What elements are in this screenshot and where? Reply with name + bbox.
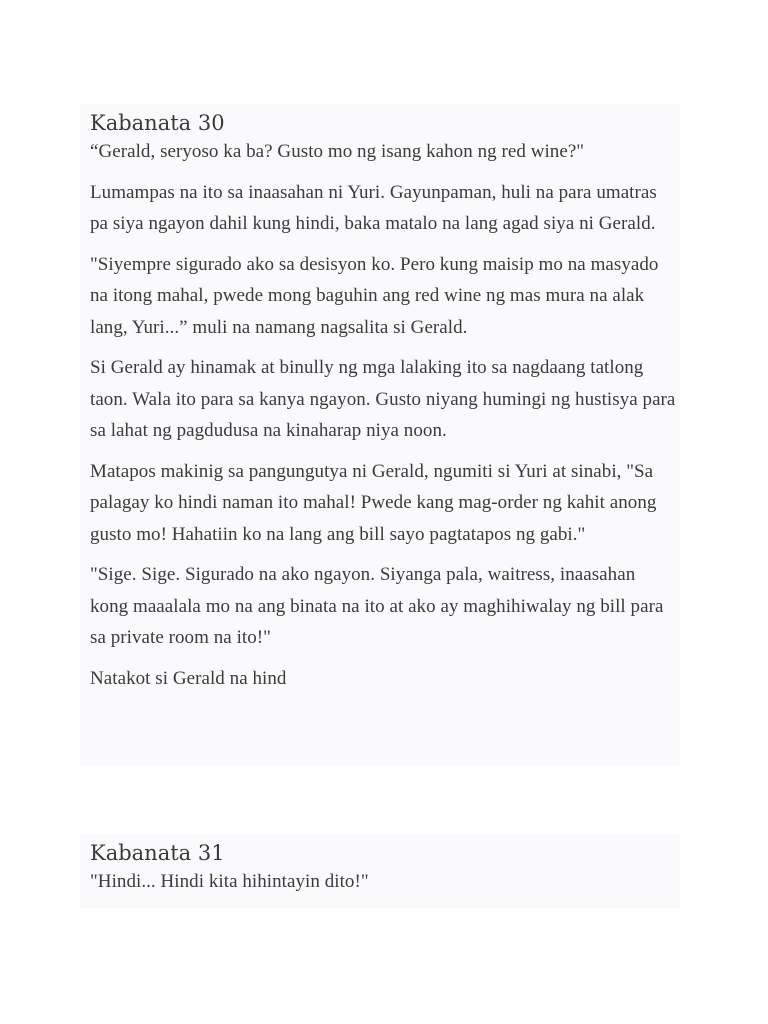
- paragraph: Lumampas na ito sa inaasahan ni Yuri. Gayunpaman, huli na para umatras pa siya ngayon dahil kung hindi, baka matalo na lang agad siya ni Gerald.: [90, 181, 657, 234]
- paragraph: “Gerald, seryoso ka ba? Gusto mo ng isang kahon ng red wine?": [90, 141, 585, 162]
- paragraph: "Sige. Sige. Sigurado na ako ngayon. Siyanga pala, waitress, inaasahan kong maaalala mo na ang binata na ito at ako ay maghihiwalay ng bill para sa private room na ito!": [90, 564, 664, 648]
- paragraph: Matapos makinig sa pangungutya ni Gerald, ngumiti si Yuri at sinabi, "Sa palagay ko hindi naman ito mahal! Pwede kang mag-order ng kahit anong gusto mo! Hahatiin ko na lang ang bill sayo pagtatapos ng gabi.": [90, 460, 657, 545]
- paragraph: Natakot si Gerald na hind: [90, 667, 287, 689]
- chapter-section: [80, 104, 680, 766]
- chapter-section: [80, 834, 680, 908]
- paragraph: Si Gerald ay hinamak at binully ng mga lalaking ito sa nagdaang tatlong taon. Wala ito para sa kanya ngayon. Gusto niyang humingi ng hustisya para sa lahat ng pagdudusa na kinaharap niya noon.: [90, 357, 676, 441]
- chapter-title: Kabanata 30: [90, 111, 225, 135]
- chapter-title: Kabanata 31: [90, 841, 225, 865]
- paragraph: "Siyempre sigurado ako sa desisyon ko. Pero kung maisip mo na masyado na itong mahal, pwede mong baguhin ang red wine ng mas mura na alak lang, Yuri...” muli na namang nagsalita si Gerald.: [90, 253, 659, 338]
- paragraph: "Hindi... Hindi kita hihintayin dito!": [90, 871, 369, 892]
